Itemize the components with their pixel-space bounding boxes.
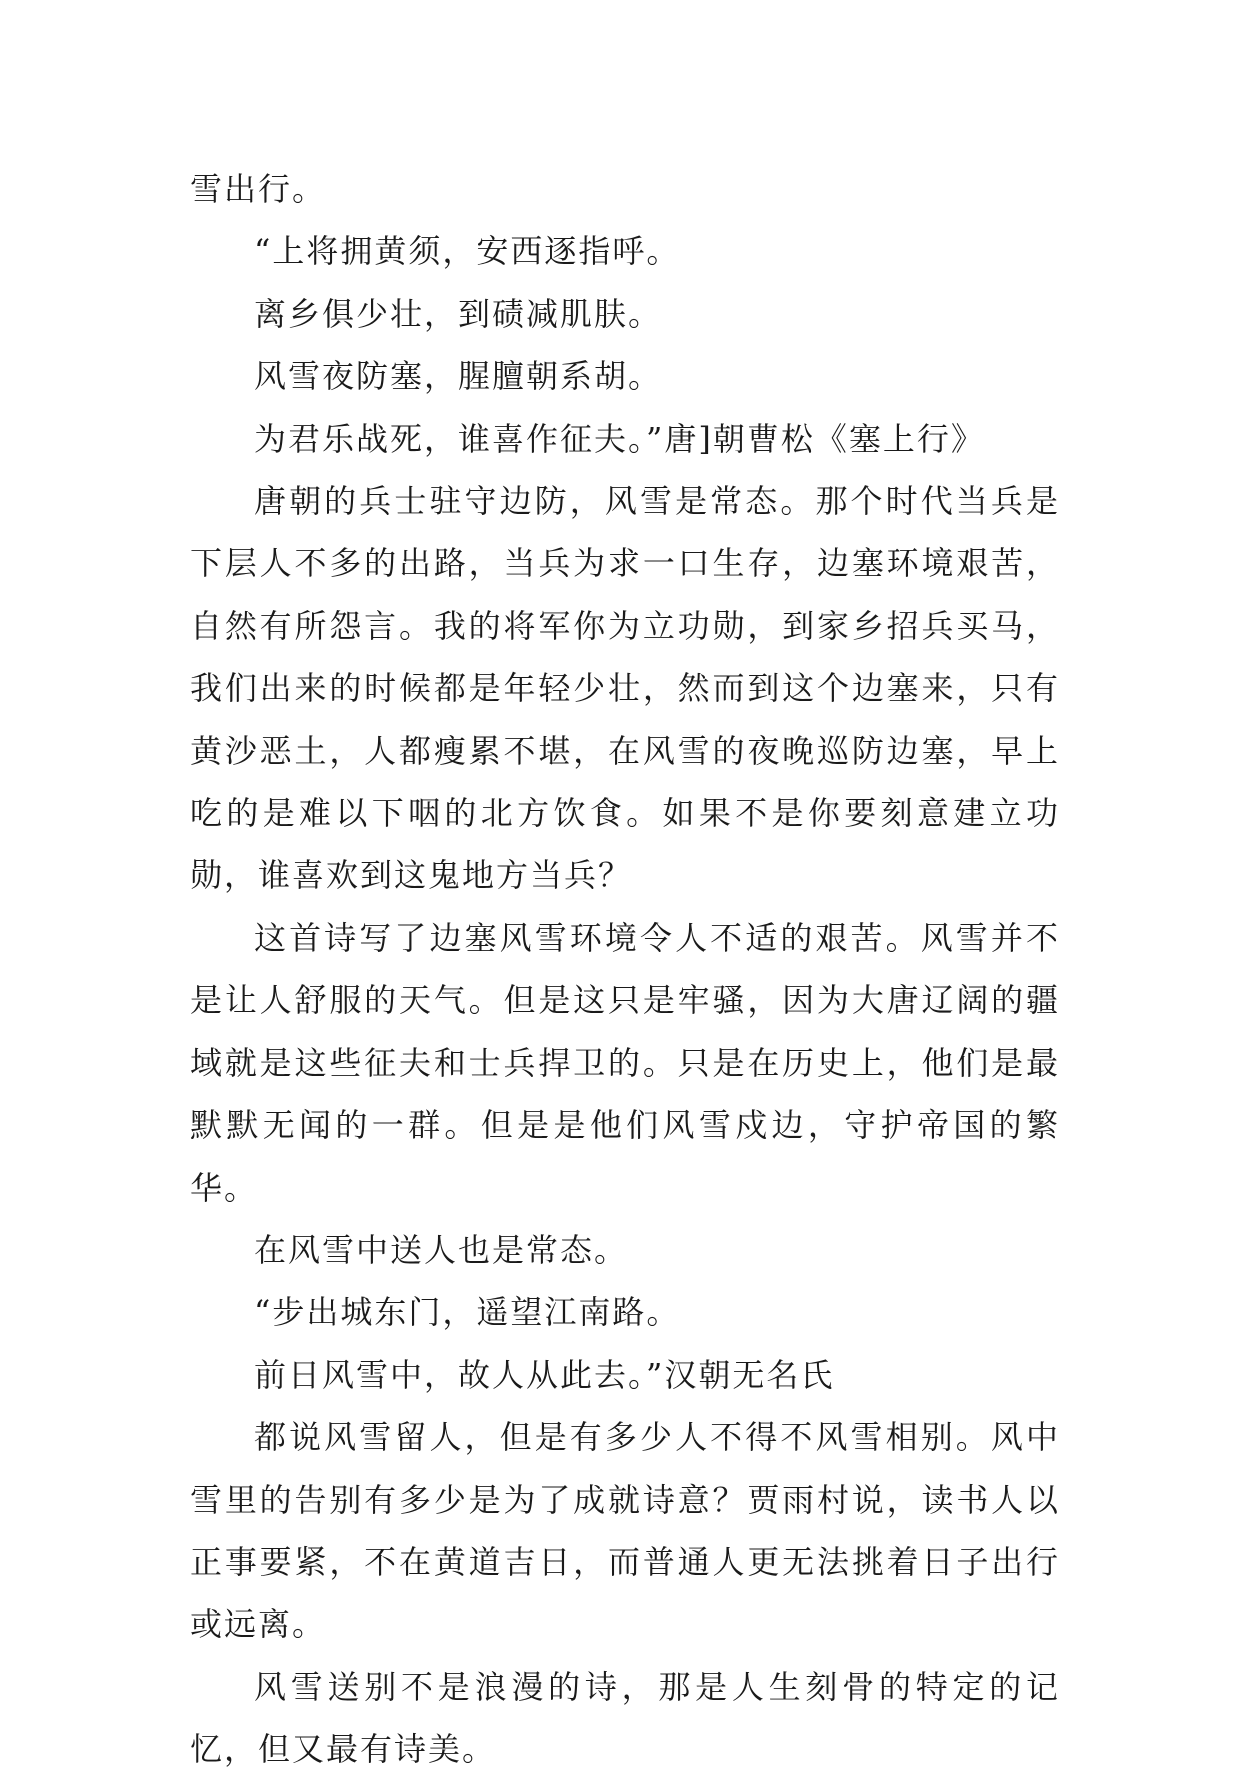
paragraph: 风雪送别不是浪漫的诗，那是人生刻骨的特定的记忆，但又最有诗美。: [190, 1667, 1060, 1769]
paragraph: 都说风雪留人，但是有多少人不得不风雪相别。风中雪里的告别有多少是为了成就诗意？贾雨村说，读书人以正事要紧，不在黄道吉日，而普通人更无法挑着日子出行或远离。: [190, 1418, 1060, 1644]
paragraph: 唐朝的兵士驻守边防，风雪是常态。那个时代当兵是下层人不多的出路，当兵为求一口生存，边塞环境艰苦，自然有所怨言。我的将军你为立功勋，到家乡招兵买马，我们出来的时候都是年轻少壮，然而到这个边塞来，只有黄沙恶土，人都瘦累不堪，在风雪的夜晚巡防边塞，早上吃的是难以下咽的北方饮食。如果不是你要刻意建立功勋，谁喜欢到这鬼地方当兵？: [190, 482, 1060, 895]
paragraph: 离乡俱少壮，到碛减肌肤。: [254, 294, 663, 333]
paragraph: 为君乐战死，谁喜作征夫。”唐]朝曹松《塞上行》: [254, 419, 985, 458]
paragraph: 前日风雪中，故人从此去。”汉朝无名氏: [254, 1355, 835, 1394]
paragraph: 风雪夜防塞，腥膻朝系胡。: [254, 357, 663, 396]
paragraph: 在风雪中送人也是常态。: [254, 1230, 629, 1269]
document-body: [190, 158, 1060, 1781]
paragraph: “步出城东门，遥望江南路。: [254, 1293, 681, 1332]
paragraph: “上将拥黄须，安西逐指呼。: [254, 232, 681, 271]
paragraph: 这首诗写了边塞风雪环境令人不适的艰苦。风雪并不是让人舒服的天气。但是这只是牢骚，因为大唐辽阔的疆域就是这些征夫和士兵捍卫的。只是在历史上，他们是最默默无闻的一群。但是是他们风雪戍边，守护帝国的繁华。: [190, 918, 1060, 1207]
paragraph: 雪出行。: [190, 170, 327, 208]
